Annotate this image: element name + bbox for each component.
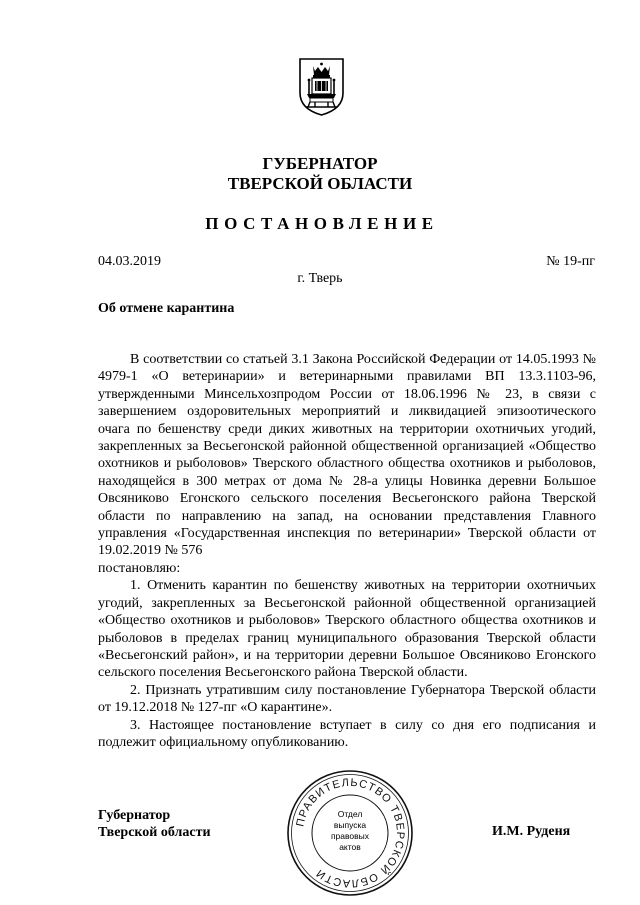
preamble-paragraph: В соответствии со статьей 3.1 Закона Российской Федерации от 14.05.1993 № 4979-1 «О ветеринарии» и ветеринарными правилами ВП 13.3.1103-96, утвержденными Минсельхозпродом России от 18.06.1996 № 23, в связи с завершением оздоровительных мероприятий и ликвидацией эпизоотического очага по бешенству среди диких животных на территории охотничьих угодий, закрепленных за Весьегонской районной общественной организацией «Общество охотников и рыболовов» Тверского областного общества охотников и рыболовов, находящейся в 300 метрах от дома № 28-а улицы Новинка деревни Большое Овсяниково Егонского сельского поселения Весьегонского района Тверской области по направлению на запад, на основании представления Главного управления «Государственная инспекция по ветеринарии» Тверской области от 19.02.2019 № 576 <box>98 352 596 559</box>
document-subject: Об отмене карантина <box>98 301 235 316</box>
stamp-line-3: правовых <box>330 831 370 841</box>
stamp-ring-text: ПРАВИТЕЛЬСТВО ТВЕРСКОЙ ОБЛАСТИ <box>294 776 407 890</box>
clause-1-paragraph: 1. Отменить карантин по бешенству животных на территории охотничьих угодий, закрепленных за Весьегонской районной общественной организацией «Общество охотников и рыболовов» Тверского областного общества охотников и рыболовов в пределах границ муниципального образования Тверской области «Весьегонский район», и на территории деревни Большое Овсяниково Егонского сельского поселения Весьегонского района Тверской области. <box>98 578 596 681</box>
document-type-title: ПОСТАНОВЛЕНИЕ <box>205 214 439 233</box>
coat-of-arms-icon <box>298 57 345 117</box>
document-number: № 19-пг <box>546 254 595 269</box>
stamp-line-1: Отдел <box>337 809 363 819</box>
signatory-title-line2: Тверской области <box>98 825 211 840</box>
authority-name-line1: ГУБЕРНАТОР <box>262 154 378 173</box>
clause-3-paragraph: 3. Настоящее постановление вступает в силу со дня его подписания и подлежит официальному опубликованию. <box>98 717 596 750</box>
authority-name-line2: ТВЕРСКОЙ ОБЛАСТИ <box>227 174 413 193</box>
signatory-name: И.М. Руденя <box>492 824 571 839</box>
document-city: г. Тверь <box>297 271 343 286</box>
stamp-inner-text <box>326 809 374 853</box>
document-date: 04.03.2019 <box>98 254 161 269</box>
stamp-line-4: актов <box>339 842 361 852</box>
document-body <box>98 351 596 751</box>
clause-2-paragraph: 2. Признать утратившим силу постановление Губернатора Тверской области от 19.12.2018 № 127-пг «О карантине». <box>98 682 596 716</box>
signatory-title <box>98 807 211 841</box>
signatory-title-line1: Губернатор <box>98 808 171 823</box>
preamble-resolution-word: постановляю: <box>98 560 181 576</box>
stamp-line-2: выпуска <box>333 820 367 830</box>
